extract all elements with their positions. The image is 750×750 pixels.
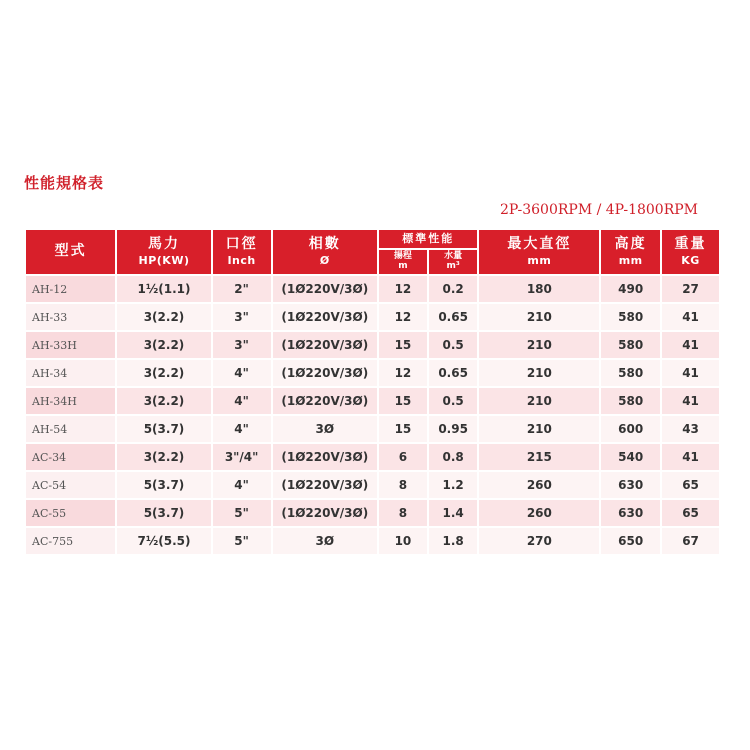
cell-flow: 0.65	[429, 360, 478, 386]
header-height: 高度 mm	[601, 230, 660, 274]
cell-head: 12	[379, 276, 427, 302]
cell-height: 490	[601, 276, 660, 302]
table-row	[26, 444, 719, 470]
table-row	[26, 416, 719, 442]
cell-diameter: 210	[479, 388, 599, 414]
cell-flow: 1.8	[429, 528, 478, 554]
header-flow: 水量 m³	[429, 250, 478, 274]
cell-model: AH-33	[26, 304, 115, 330]
table-row	[26, 528, 719, 554]
cell-model: AH-33H	[26, 332, 115, 358]
cell-weight: 65	[662, 500, 719, 526]
cell-head: 12	[379, 360, 427, 386]
cell-flow: 1.4	[429, 500, 478, 526]
header-diameter: 最大直徑 mm	[479, 230, 599, 274]
cell-weight: 41	[662, 332, 719, 358]
cell-head: 15	[379, 332, 427, 358]
cell-head: 15	[379, 388, 427, 414]
table-row	[26, 472, 719, 498]
cell-model: AC-34	[26, 444, 115, 470]
cell-weight: 41	[662, 444, 719, 470]
cell-hp: 7½(5.5)	[117, 528, 210, 554]
cell-hp: 3(2.2)	[117, 304, 210, 330]
cell-flow: 0.95	[429, 416, 478, 442]
cell-phase: (1Ø220V/3Ø)	[273, 304, 378, 330]
cell-bore: 4"	[213, 388, 271, 414]
cell-model: AH-34	[26, 360, 115, 386]
cell-weight: 67	[662, 528, 719, 554]
cell-bore: 3"	[213, 304, 271, 330]
header-model: 型式	[26, 230, 115, 274]
table-row	[26, 388, 719, 414]
cell-bore: 4"	[213, 360, 271, 386]
cell-height: 580	[601, 360, 660, 386]
cell-hp: 3(2.2)	[117, 332, 210, 358]
cell-diameter: 260	[479, 500, 599, 526]
cell-diameter: 210	[479, 304, 599, 330]
cell-height: 630	[601, 472, 660, 498]
cell-bore: 4"	[213, 472, 271, 498]
cell-model: AH-54	[26, 416, 115, 442]
cell-flow: 1.2	[429, 472, 478, 498]
cell-height: 540	[601, 444, 660, 470]
cell-phase: 3Ø	[273, 416, 378, 442]
cell-bore: 5"	[213, 528, 271, 554]
cell-phase: (1Ø220V/3Ø)	[273, 276, 378, 302]
cell-weight: 41	[662, 304, 719, 330]
cell-hp: 5(3.7)	[117, 472, 210, 498]
cell-bore: 5"	[213, 500, 271, 526]
cell-phase: (1Ø220V/3Ø)	[273, 444, 378, 470]
cell-height: 580	[601, 332, 660, 358]
cell-phase: (1Ø220V/3Ø)	[273, 388, 378, 414]
cell-phase: (1Ø220V/3Ø)	[273, 472, 378, 498]
cell-phase: (1Ø220V/3Ø)	[273, 360, 378, 386]
cell-hp: 3(2.2)	[117, 388, 210, 414]
cell-weight: 27	[662, 276, 719, 302]
table-row	[26, 276, 719, 302]
cell-model: AC-55	[26, 500, 115, 526]
cell-flow: 0.5	[429, 332, 478, 358]
cell-height: 580	[601, 304, 660, 330]
cell-model: AC-755	[26, 528, 115, 554]
cell-diameter: 210	[479, 332, 599, 358]
header-phase: 相數 Ø	[273, 230, 378, 274]
cell-head: 6	[379, 444, 427, 470]
table-row	[26, 500, 719, 526]
cell-diameter: 260	[479, 472, 599, 498]
cell-weight: 65	[662, 472, 719, 498]
cell-diameter: 210	[479, 416, 599, 442]
header-weight: 重量 KG	[662, 230, 719, 274]
cell-weight: 41	[662, 388, 719, 414]
cell-diameter: 180	[479, 276, 599, 302]
cell-phase: 3Ø	[273, 528, 378, 554]
cell-hp: 5(3.7)	[117, 500, 210, 526]
cell-model: AH-34H	[26, 388, 115, 414]
cell-weight: 43	[662, 416, 719, 442]
table-row	[26, 304, 719, 330]
cell-head: 15	[379, 416, 427, 442]
cell-bore: 3"	[213, 332, 271, 358]
cell-bore: 3"/4"	[213, 444, 271, 470]
header-bore: 口徑 Inch	[213, 230, 271, 274]
cell-height: 600	[601, 416, 660, 442]
cell-hp: 5(3.7)	[117, 416, 210, 442]
header-head: 揚程 m	[379, 250, 427, 274]
cell-model: AC-54	[26, 472, 115, 498]
header-hp: 馬力 HP(KW)	[117, 230, 210, 274]
cell-head: 8	[379, 472, 427, 498]
cell-height: 650	[601, 528, 660, 554]
table-row	[26, 360, 719, 386]
cell-flow: 0.65	[429, 304, 478, 330]
cell-hp: 3(2.2)	[117, 444, 210, 470]
cell-flow: 0.2	[429, 276, 478, 302]
cell-hp: 1½(1.1)	[117, 276, 210, 302]
cell-bore: 2"	[213, 276, 271, 302]
cell-height: 580	[601, 388, 660, 414]
page-title: 性能規格表	[24, 174, 105, 192]
cell-flow: 0.5	[429, 388, 478, 414]
cell-head: 10	[379, 528, 427, 554]
cell-bore: 4"	[213, 416, 271, 442]
table-row	[26, 332, 719, 358]
cell-hp: 3(2.2)	[117, 360, 210, 386]
cell-diameter: 215	[479, 444, 599, 470]
cell-head: 12	[379, 304, 427, 330]
cell-diameter: 210	[479, 360, 599, 386]
rpm-note: 2P-3600RPM / 4P-1800RPM	[499, 202, 698, 218]
header-standard-performance: 標準性能	[379, 230, 477, 248]
spec-table	[24, 228, 721, 556]
cell-weight: 41	[662, 360, 719, 386]
cell-model: AH-12	[26, 276, 115, 302]
cell-phase: (1Ø220V/3Ø)	[273, 500, 378, 526]
cell-flow: 0.8	[429, 444, 478, 470]
cell-phase: (1Ø220V/3Ø)	[273, 332, 378, 358]
cell-head: 8	[379, 500, 427, 526]
cell-diameter: 270	[479, 528, 599, 554]
cell-height: 630	[601, 500, 660, 526]
